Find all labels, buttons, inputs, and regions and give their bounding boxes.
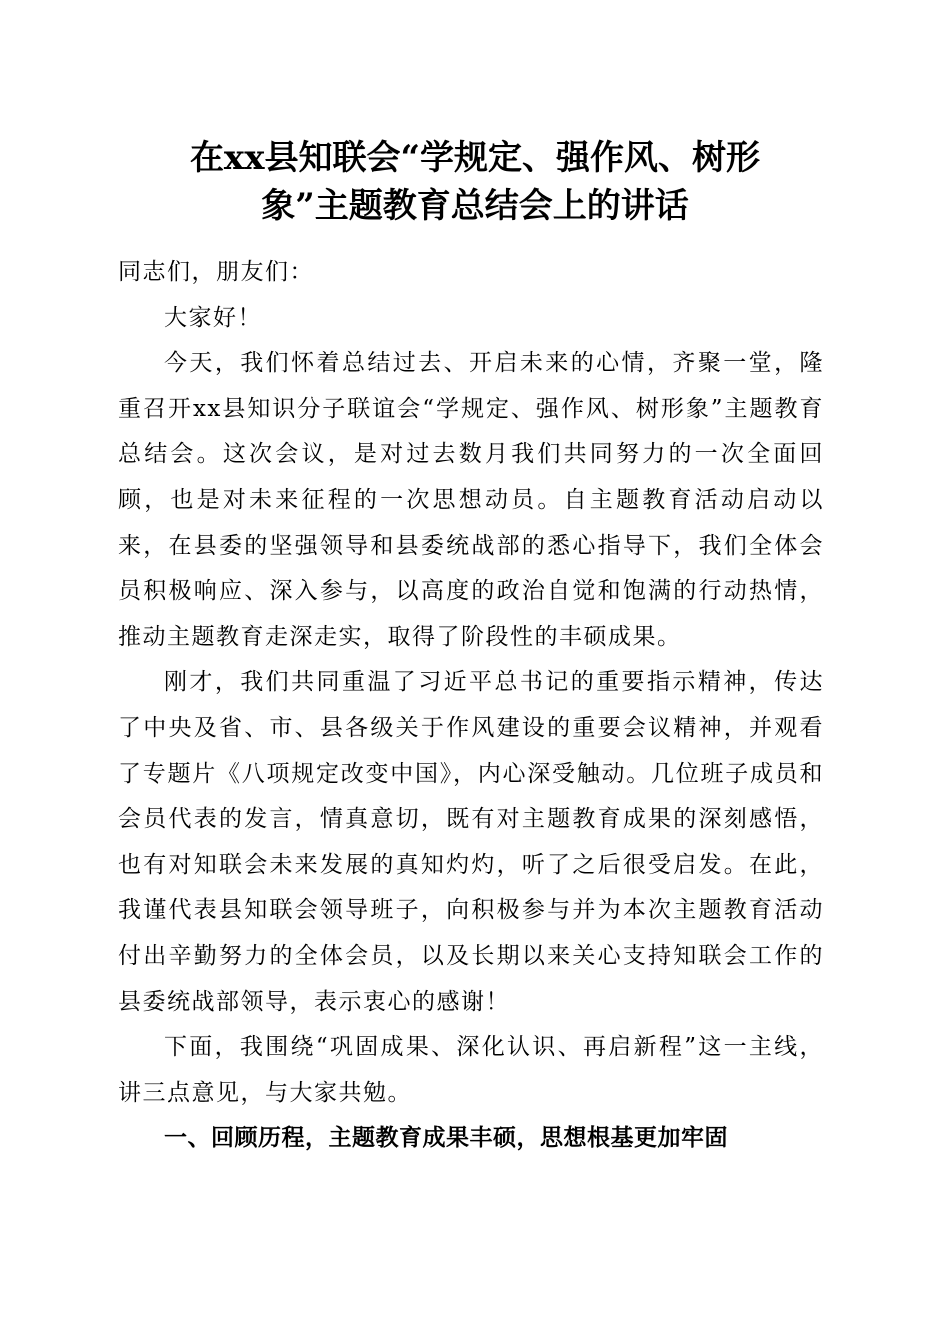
title-line-2: 象”主题教育总结会上的讲话 [261, 186, 689, 226]
title-line-1: 在xx县知联会“学规定、强作风、树形 [189, 138, 761, 178]
greeting: 大家好！ [164, 304, 262, 331]
salutation: 同志们，朋友们： [118, 259, 314, 285]
paragraph: 下面，我围绕“巩固成果、深化认识、再启新程”这一主线，讲三点意见，与大家共勉。 [118, 1034, 824, 1106]
section-heading: 一、回顾历程，主题教育成果丰硕，思想根基更加牢固 [164, 1125, 728, 1152]
document-title [100, 134, 850, 230]
document-body [118, 250, 824, 1162]
paragraph: 今天，我们怀着总结过去、开启未来的心情，齐聚一堂，隆重召开xx县知识分子联谊会“学规定、强作风、树形象”主题教育总结会。这次会议，是对过去数月我们共同努力的一次全面回顾，也是对未来征程的一次思想动员。自主题教育活动启动以来，在县委的坚强领导和县委统战部的悉心指导下，我们全体会员积极响应、深入参与，以高度的政治自觉和饱满的行动热情，推动主题教育走深走实，取得了阶段性的丰硕成果。 [118, 350, 824, 650]
paragraph: 刚才，我们共同重温了习近平总书记的重要指示精神，传达了中央及省、市、县各级关于作风建设的重要会议精神，并观看了专题片《八项规定改变中国》，内心深受触动。几位班子成员和会员代表的发言，情真意切，既有对主题教育成果的深刻感悟，也有对知联会未来发展的真知灼灼，听了之后很受启发。在此，我谨代表县知联会领导班子，向积极参与并为本次主题教育活动付出辛勤努力的全体会员，以及长期以来关心支持知联会工作的县委统战部领导，表示衷心的感谢！ [118, 669, 824, 1015]
